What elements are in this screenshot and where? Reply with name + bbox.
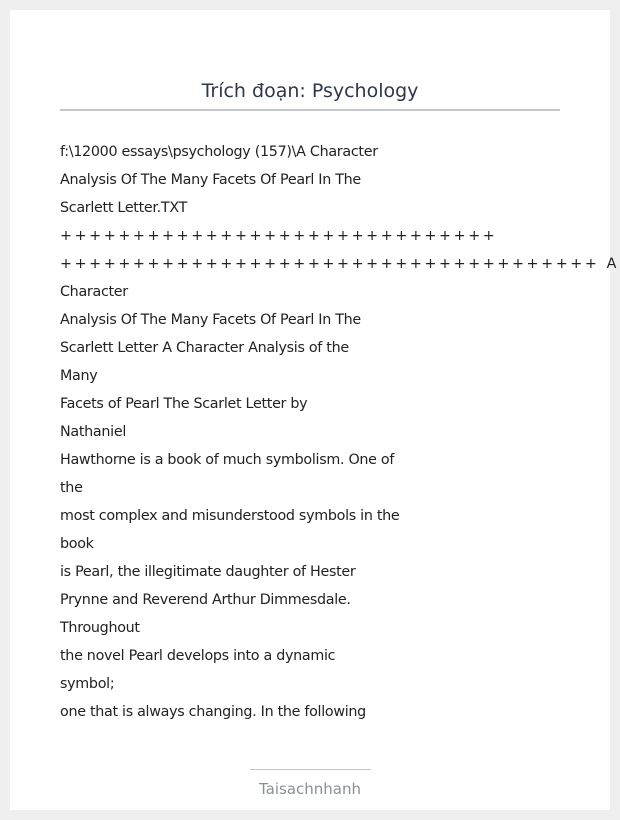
title-divider xyxy=(60,109,560,111)
text-line: is Pearl, the illegitimate daughter of Hester xyxy=(60,564,356,580)
text-line: Character xyxy=(60,284,128,300)
text-line: Facets of Pearl The Scarlet Letter by xyxy=(60,396,308,412)
text-line: Analysis Of The Many Facets Of Pearl In The xyxy=(60,172,361,188)
text-line: Hawthorne is a book of much symbolism. One of xyxy=(60,452,395,468)
text-line: book xyxy=(60,536,94,552)
text-line: Nathaniel xyxy=(60,424,126,440)
text-line: Throughout xyxy=(60,620,140,636)
document-card xyxy=(10,10,619,810)
text-line: one that is always changing. In the following xyxy=(60,704,366,720)
text-line: the novel Pearl develops into a dynamic xyxy=(60,648,336,664)
text-line: Scarlett Letter A Character Analysis of the xyxy=(60,340,349,356)
excerpt-body xyxy=(60,138,619,726)
text-line: +++++++++++++++++++++++++++++++++++++ A xyxy=(60,256,619,272)
text-line: symbol; xyxy=(60,676,115,692)
text-line: Analysis Of The Many Facets Of Pearl In The xyxy=(60,312,361,328)
text-line: most complex and misunderstood symbols in the xyxy=(60,508,400,524)
text-line: Prynne and Reverend Arthur Dimmesdale. xyxy=(60,592,351,608)
text-line: the xyxy=(60,480,83,496)
page-title: Trích đoạn: Psychology xyxy=(201,80,419,102)
text-line: ++++++++++++++++++++++++++++++ xyxy=(60,228,498,244)
text-line: Scarlett Letter.TXT xyxy=(60,200,188,216)
footer-divider xyxy=(250,769,371,770)
text-line: f:\12000 essays\psychology (157)\A Character xyxy=(60,144,378,160)
footer-brand: Taisachnhanh xyxy=(258,780,362,798)
text-line: Many xyxy=(60,368,98,384)
